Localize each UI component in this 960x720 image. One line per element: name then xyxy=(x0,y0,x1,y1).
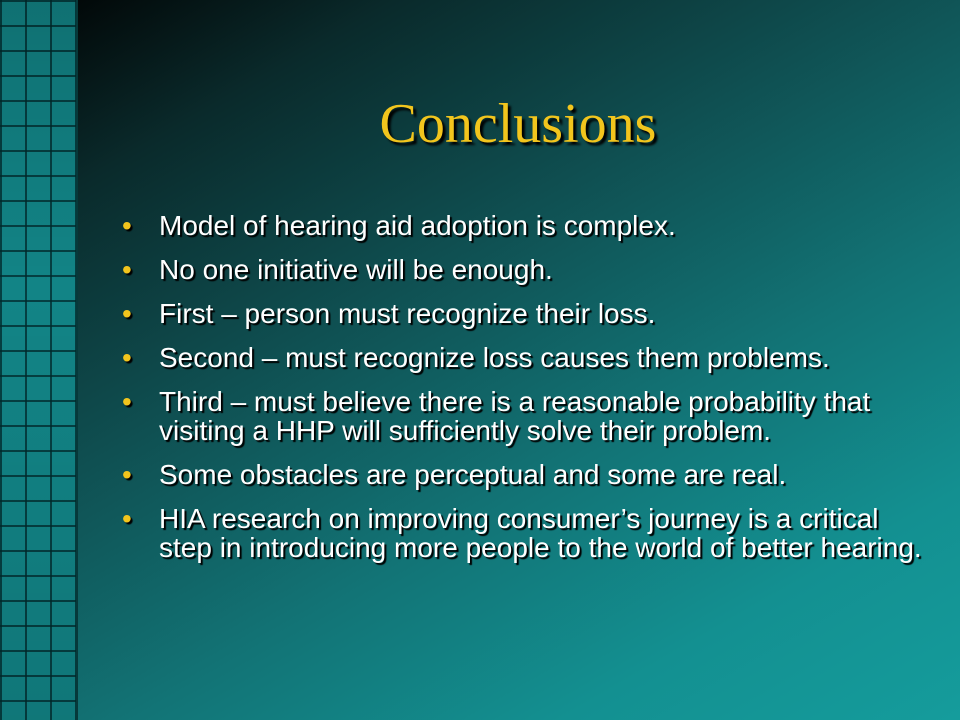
bullet-icon: • xyxy=(122,459,132,490)
bullet-item xyxy=(122,211,922,240)
bullet-icon: • xyxy=(122,342,132,373)
bullet-icon: • xyxy=(122,386,132,417)
slide-title: Conclusions xyxy=(379,93,657,155)
bullet-icon: • xyxy=(122,298,132,329)
bullet-text: Model of hearing aid adoption is complex. xyxy=(159,210,676,241)
bullet-text: No one initiative will be enough. xyxy=(159,254,553,285)
bullet-icon: • xyxy=(122,254,132,285)
bullet-text: Second – must recognize loss causes them problems. xyxy=(159,342,830,373)
bullet-item xyxy=(122,255,922,284)
bullet-text: HIA research on improving consumer’s journey is a critical step in introducing more people to the world of better hearing. xyxy=(159,503,922,563)
bullet-text: First – person must recognize their loss. xyxy=(159,298,656,329)
bullet-item xyxy=(122,387,922,445)
bullet-text: Third – must believe there is a reasonable probability that visiting a HHP will sufficiently solve their problem. xyxy=(159,386,871,446)
bullet-item xyxy=(122,504,922,562)
bullet-item xyxy=(122,343,922,372)
decorative-grid-strip xyxy=(0,0,78,720)
bullet-item xyxy=(122,299,922,328)
bullet-icon: • xyxy=(122,210,132,241)
bullet-icon: • xyxy=(122,503,132,534)
bullet-item xyxy=(122,460,922,489)
bullet-text: Some obstacles are perceptual and some are real. xyxy=(159,459,787,490)
bullet-list xyxy=(122,211,922,577)
